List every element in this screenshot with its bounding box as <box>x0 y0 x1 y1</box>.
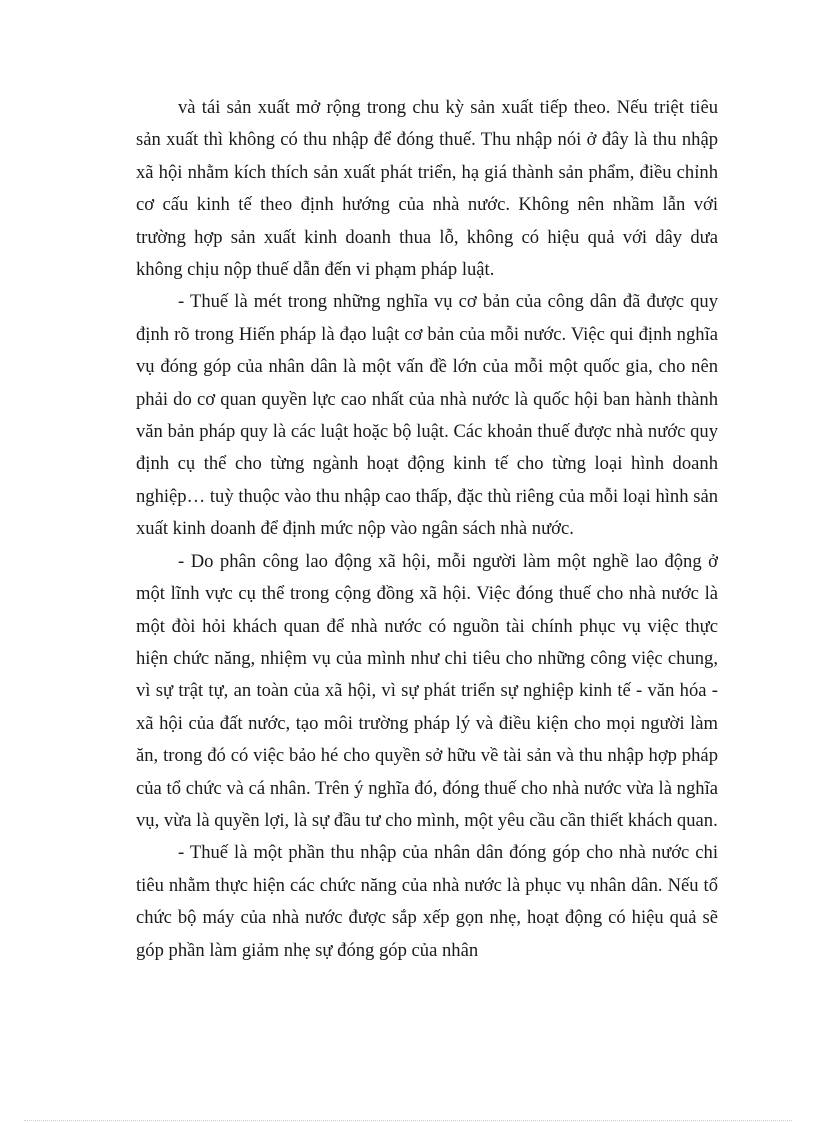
paragraph-3: - Do phân công lao động xã hội, mỗi người làm một nghề lao động ở một lĩnh vực cụ thể trong cộng đồng xã hội. Việc đóng thuế cho nhà nước là một đòi hỏi khách quan để nhà nước có nguồn tài chính phục vụ việc thực hiện chức năng, nhiệm vụ của mình như chi tiêu cho những công việc chung, vì sự trật tự, an toàn của xã hội, vì sự phát triển sự nghiệp kinh tế - văn hóa - xã hội của đất nước, tạo môi trường pháp lý và điều kiện cho mọi người làm ăn, trong đó có việc bảo hé cho quyền sở hữu về tài sản và thu nhập hợp pháp của tổ chức và cá nhân. Trên ý nghĩa đó, đóng thuế cho nhà nước vừa là nghĩa vụ, vừa là quyền lợi, là sự đầu tư cho mình, một yêu cầu cần thiết khách quan. <box>136 550 718 831</box>
paragraph-4: - Thuế là một phần thu nhập của nhân dân đóng góp cho nhà nước chi tiêu nhằm thực hiện các chức năng của nhà nước là phục vụ nhân dân. Nếu tổ chức bộ máy của nhà nước được sắp xếp gọn nhẹ, hoạt động có hiệu quả sẽ góp phần làm giảm nhẹ sự đóng góp của nhân <box>136 842 718 961</box>
paragraph-1: và tái sản xuất mở rộng trong chu kỳ sản xuất tiếp theo. Nếu triệt tiêu sản xuất thì không có thu nhập để đóng thuế. Thu nhập nói ở đây là thu nhập xã hội nhằm kích thích sản xuất phát triển, hạ giá thành sản phẩm, điều chỉnh cơ cấu kinh tế theo định hướng của nhà nước. Không nên nhầm lẫn với trường hợp sản xuất kinh doanh thua lỗ, không có hiệu quả với dây dưa không chịu nộp thuế dẫn đến vi phạm pháp luật. <box>136 97 718 281</box>
page-bottom-rule <box>24 1120 792 1121</box>
document-body <box>136 92 718 967</box>
paragraph-2: - Thuế là mét trong những nghĩa vụ cơ bản của công dân đã được quy định rõ trong Hiến pháp là đạo luật cơ bản của mỗi nước. Việc qui định nghĩa vụ đóng góp của nhân dân là một vấn đề lớn của mỗi một quốc gia, cho nên phải do cơ quan quyền lực cao nhất của nhà nước là quốc hội ban hành thành văn bản pháp quy là các luật hoặc bộ luật. Các khoản thuế được nhà nước quy định cụ thể cho từng ngành hoạt động kinh tế cho từng loại hình doanh nghiệp… tuỳ thuộc vào thu nhập cao thấp, đặc thù riêng của mỗi loại hình sản xuất kinh doanh để định mức nộp vào ngân sách nhà nước. <box>136 291 718 540</box>
